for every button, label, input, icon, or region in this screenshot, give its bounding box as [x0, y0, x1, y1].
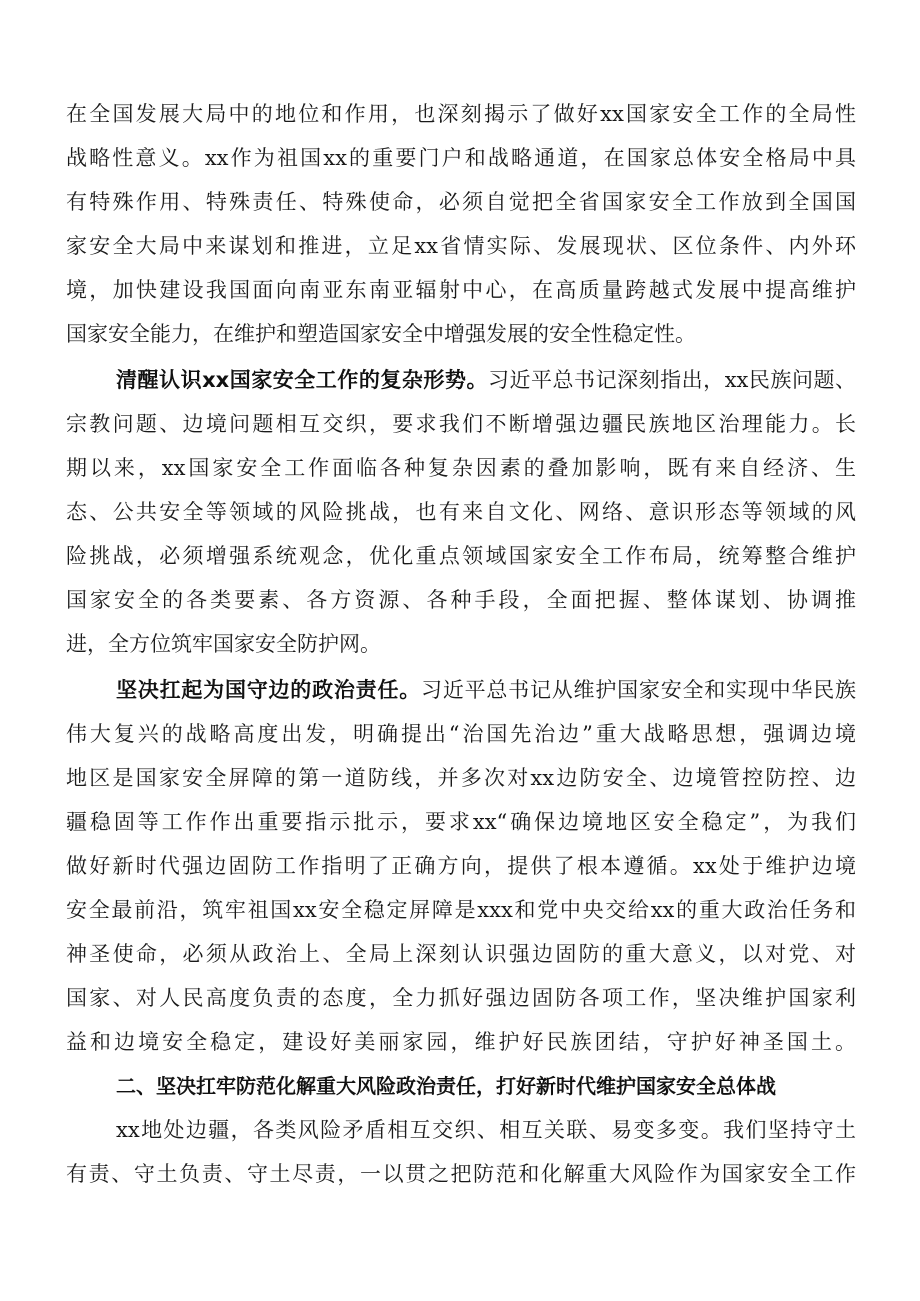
p1-line-3: 有特殊作用、特殊责任、特殊使命，必须自觉把全省国家安全工作放到全国国: [66, 190, 856, 214]
p3-first-rest: 习近平总书记从维护国家安全和实现中华民族: [421, 678, 856, 702]
p2-line-7: 进，全方位筑牢国家安全防护网。: [66, 632, 381, 656]
p2-first-rest: 习近平总书记深刻指出，xx民族问题、: [487, 368, 856, 392]
p3-line-9: 益和边境安全稳定，建设好美丽家园，维护好民族团结，守护好神圣国土。: [66, 1030, 856, 1054]
p1-line-5: 境，加快建设我国面向南亚东南亚辐射中心，在高质量跨越式发展中提高维护: [66, 278, 856, 302]
p1-line-4: 家安全大局中来谋划和推进，立足xx省情实际、发展现状、区位条件、内外环: [66, 234, 856, 258]
p4-line-2: 有责、守土负责、守土尽责，一以贯之把防范和化解重大风险作为国家安全工作: [66, 1162, 856, 1186]
p4-first-line: xx地处边疆，各类风险矛盾相互交织、相互关联、易变多变。我们坚持守土: [116, 1118, 856, 1142]
p1-line-1: 在全国发展大局中的地位和作用，也深刻揭示了做好xx国家安全工作的全局性: [66, 102, 856, 126]
p3-line-3: 地区是国家安全屏障的第一道防线，并多次对xx边防安全、边境管控防控、边: [66, 766, 856, 790]
p2-first-line: [116, 362, 856, 398]
p2-line-5: 险挑战，必须增强系统观念，优化重点领域国家安全工作布局，统筹整合维护: [66, 544, 856, 568]
p2-line-6: 国家安全的各类要素、各方资源、各种手段，全面把握、整体谋划、协调推: [66, 588, 856, 612]
p1-line-2: 战略性意义。xx作为祖国xx的重要门户和战略通道，在国家总体安全格局中具: [66, 146, 856, 170]
p3-lead-sentence: 坚决扛起为国守边的政治责任。: [116, 678, 422, 702]
p3-first-line: [116, 672, 856, 708]
p3-line-4: 疆稳固等工作作出重要指示批示，要求xx“确保边境地区安全稳定”，为我们: [66, 810, 856, 834]
p2-line-4: 态、公共安全等领域的风险挑战，也有来自文化、网络、意识形态等领域的风: [66, 500, 856, 524]
p3-line-7: 神圣使命，必须从政治上、全局上深刻认识强边固防的重大意义，以对党、对: [66, 942, 856, 966]
section-heading: 二、坚决扛牢防范化解重大风险政治责任，打好新时代维护国家安全总体战: [116, 1074, 776, 1098]
p2-lead-sentence: 清醒认识xx国家安全工作的复杂形势。: [116, 368, 488, 392]
p2-line-2: 宗教问题、边境问题相互交织，要求我们不断增强边疆民族地区治理能力。长: [66, 412, 856, 436]
p1-line-6: 国家安全能力，在维护和塑造国家安全中增强发展的安全性稳定性。: [66, 322, 696, 346]
p2-line-3: 期以来，xx国家安全工作面临各种复杂因素的叠加影响，既有来自经济、生: [66, 456, 856, 480]
p3-line-2: 伟大复兴的战略高度出发，明确提出“治国先治边”重大战略思想，强调边境: [66, 722, 856, 746]
p3-line-8: 国家、对人民高度负责的态度，全力抓好强边固防各项工作，坚决维护国家利: [66, 986, 856, 1010]
p3-line-5: 做好新时代强边固防工作指明了正确方向，提供了根本遵循。xx处于维护边境: [66, 854, 856, 878]
p3-line-6: 安全最前沿，筑牢祖国xx安全稳定屏障是xxx和党中央交给xx的重大政治任务和: [66, 898, 856, 922]
